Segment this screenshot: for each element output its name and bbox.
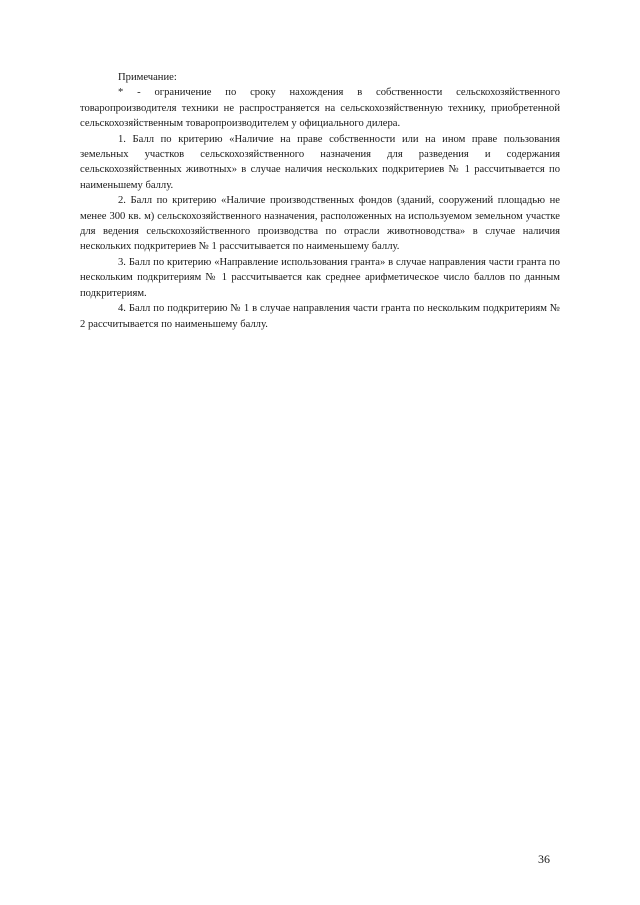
note-paragraph-1: 1. Балл по критерию «Наличие на праве собственности или на ином праве пользования земельных участков сельскохозяйственного назначения для разведения и содержания сельскохозяйственных животных» в случае наличия нескольких подкритериев № 1 рассчитывается по наименьшему баллу. [80, 133, 560, 191]
page-number: 36 [538, 852, 550, 866]
note-paragraph-2: 2. Балл по критерию «Наличие производственных фондов (зданий, сооружений площадью не менее 300 кв. м) сельскохозяйственного назначения, расположенных на используемом земельном участке для ведения сельскохозяйственного производства по отрасли животноводства» в случае наличия нескольких подкритериев № 1 рассчитывается по наименьшему баллу. [80, 195, 560, 253]
note-paragraph-3: 3. Балл по критерию «Направление использования гранта» в случае направления части гранта по нескольким подкритериям № 1 рассчитывается как среднее арифметическое число баллов по данным подкритериям. [80, 256, 560, 299]
note-heading: Примечание: [118, 72, 177, 83]
note-section [80, 70, 560, 332]
note-paragraph-asterisk: * - ограничение по сроку нахождения в собственности сельскохозяйственного товаропроизводителя техники не распространяется на сельскохозяйственную технику, приобретенной сельскохозяйственным товаропроизводителем у официального дилера. [80, 87, 560, 130]
note-paragraph-4: 4. Балл по подкритерию № 1 в случае направления части гранта по нескольким подкритериям № 2 рассчитывается по наименьшему баллу. [80, 303, 560, 330]
